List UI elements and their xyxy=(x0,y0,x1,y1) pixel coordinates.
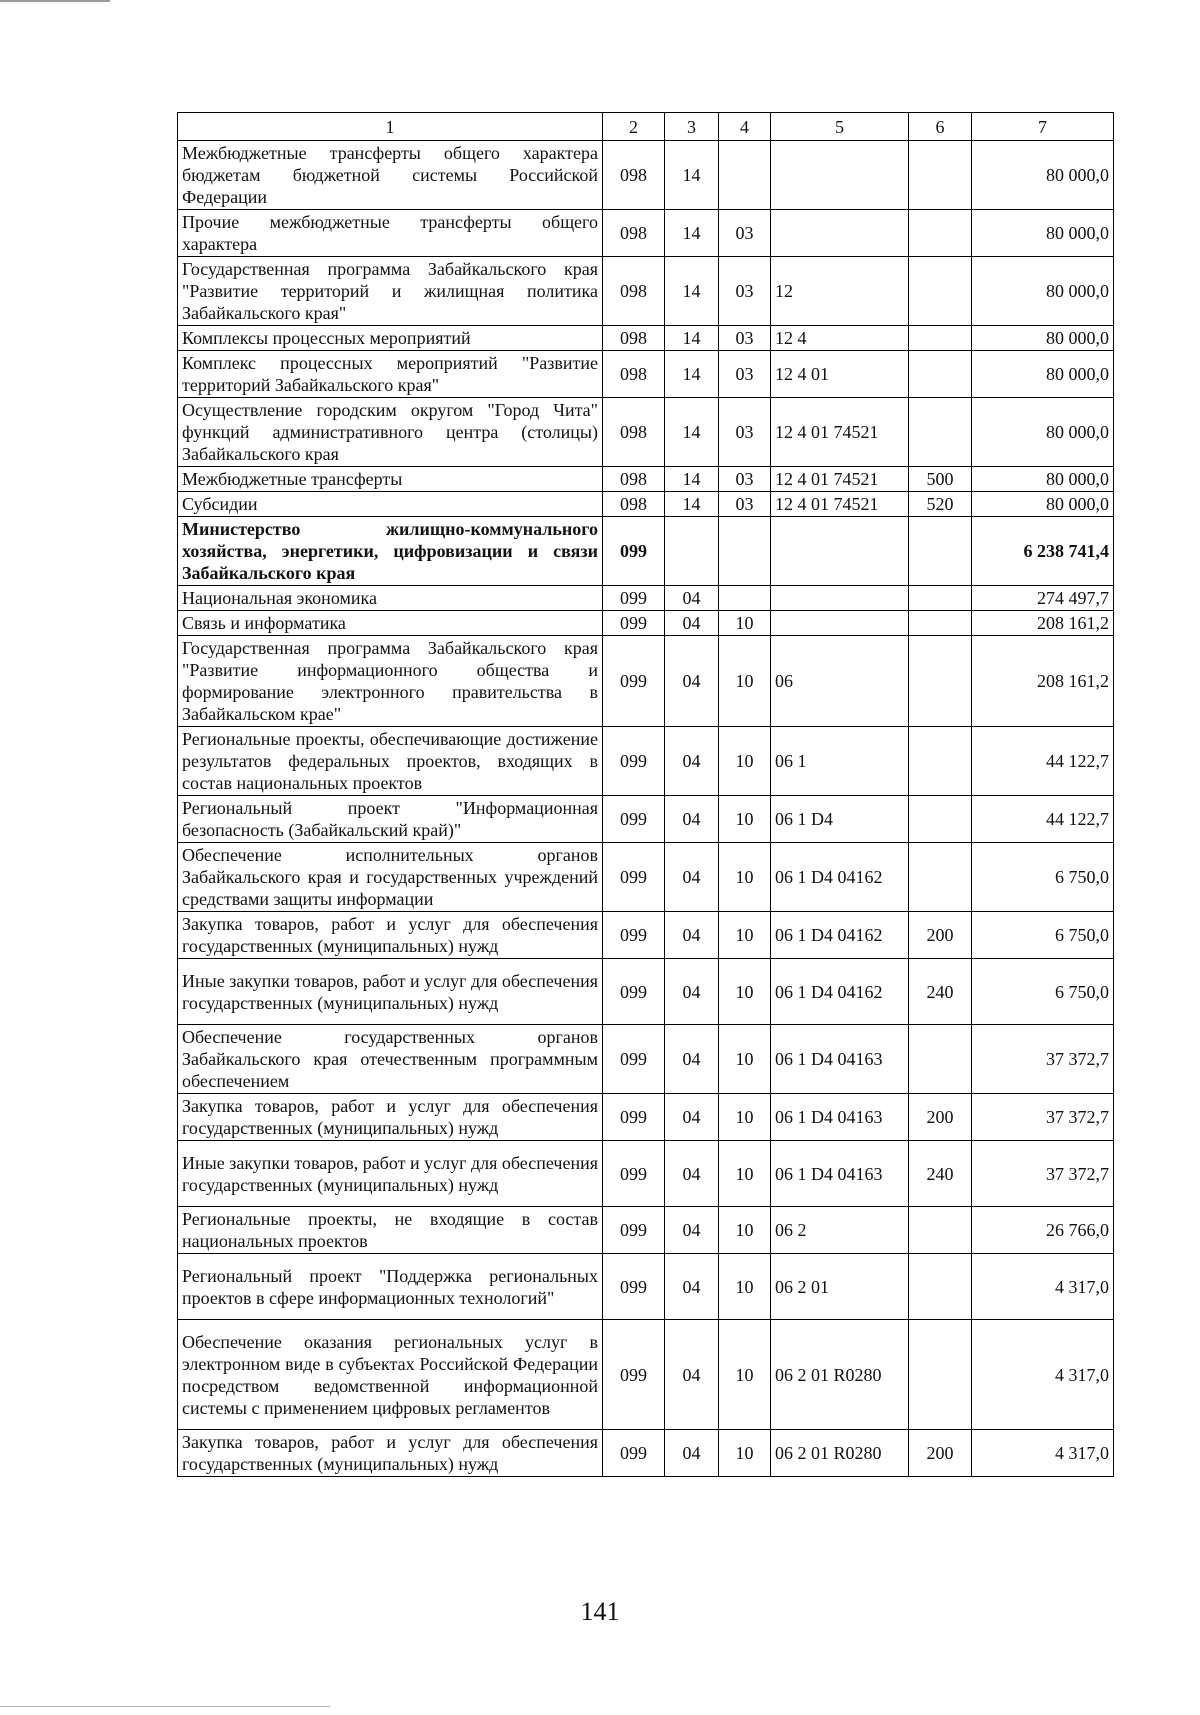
table-row xyxy=(178,1320,1114,1430)
cell-ved: 098 xyxy=(603,492,665,517)
cell-csr: 06 2 01 R0280 xyxy=(771,1430,909,1477)
table-row xyxy=(178,959,1114,1025)
table-row xyxy=(178,843,1114,912)
cell-ved: 098 xyxy=(603,351,665,398)
cell-vr xyxy=(909,398,972,467)
cell-rz: 04 xyxy=(665,727,719,796)
cell-rz: 04 xyxy=(665,1207,719,1254)
cell-sum: 80 000,0 xyxy=(972,326,1114,351)
cell-csr xyxy=(771,517,909,586)
cell-ved: 098 xyxy=(603,326,665,351)
cell-pr: 03 xyxy=(719,492,771,517)
cell-sum: 6 238 741,4 xyxy=(972,517,1114,586)
cell-pr: 03 xyxy=(719,257,771,326)
table-row xyxy=(178,398,1114,467)
cell-sum: 80 000,0 xyxy=(972,398,1114,467)
cell-name: Закупка товаров, работ и услуг для обеспечения государственных (муниципальных) нужд xyxy=(178,912,603,959)
cell-pr: 10 xyxy=(719,1320,771,1430)
cell-ved: 099 xyxy=(603,1207,665,1254)
cell-sum: 274 497,7 xyxy=(972,586,1114,611)
budget-table xyxy=(177,112,1114,1477)
cell-ved: 099 xyxy=(603,517,665,586)
cell-name: Региональные проекты, не входящие в состав национальных проектов xyxy=(178,1207,603,1254)
cell-csr xyxy=(771,210,909,257)
cell-name: Межбюджетные трансферты xyxy=(178,467,603,492)
cell-name: Министерство жилищно-коммунального хозяйства, энергетики, цифровизации и связи Забайкальского края xyxy=(178,517,603,586)
table-row xyxy=(178,517,1114,586)
cell-csr xyxy=(771,141,909,210)
cell-name: Региональные проекты, обеспечивающие достижение результатов федеральных проектов, входящих в состав национальных проектов xyxy=(178,727,603,796)
table-row xyxy=(178,257,1114,326)
table-row xyxy=(178,1207,1114,1254)
cell-rz: 14 xyxy=(665,141,719,210)
cell-vr xyxy=(909,210,972,257)
top-scan-line xyxy=(0,0,110,2)
cell-ved: 098 xyxy=(603,141,665,210)
cell-ved: 099 xyxy=(603,796,665,843)
cell-name: Иные закупки товаров, работ и услуг для обеспечения государственных (муниципальных) нужд xyxy=(178,959,603,1025)
cell-csr: 12 4 01 74521 xyxy=(771,398,909,467)
cell-sum: 37 372,7 xyxy=(972,1094,1114,1141)
cell-name: Национальная экономика xyxy=(178,586,603,611)
cell-csr: 12 xyxy=(771,257,909,326)
cell-rz: 04 xyxy=(665,1430,719,1477)
cell-sum: 4 317,0 xyxy=(972,1254,1114,1320)
cell-pr: 10 xyxy=(719,1430,771,1477)
cell-name: Иные закупки товаров, работ и услуг для обеспечения государственных (муниципальных) нужд xyxy=(178,1141,603,1207)
cell-ved: 099 xyxy=(603,1141,665,1207)
cell-rz xyxy=(665,517,719,586)
cell-vr: 240 xyxy=(909,959,972,1025)
cell-ved: 099 xyxy=(603,586,665,611)
cell-sum: 4 317,0 xyxy=(972,1320,1114,1430)
cell-vr: 500 xyxy=(909,467,972,492)
cell-vr xyxy=(909,796,972,843)
cell-ved: 098 xyxy=(603,257,665,326)
table-row xyxy=(178,141,1114,210)
cell-csr: 06 1 D4 04162 xyxy=(771,959,909,1025)
cell-csr: 06 1 D4 04163 xyxy=(771,1025,909,1094)
cell-rz: 14 xyxy=(665,351,719,398)
cell-name: Закупка товаров, работ и услуг для обеспечения государственных (муниципальных) нужд xyxy=(178,1430,603,1477)
cell-rz: 14 xyxy=(665,210,719,257)
table-row xyxy=(178,796,1114,843)
cell-pr: 10 xyxy=(719,1207,771,1254)
cell-csr: 12 4 01 74521 xyxy=(771,467,909,492)
cell-csr: 12 4 xyxy=(771,326,909,351)
cell-vr xyxy=(909,1207,972,1254)
cell-vr xyxy=(909,257,972,326)
cell-name: Государственная программа Забайкальского края "Развитие территорий и жилищная политика Забайкальского края" xyxy=(178,257,603,326)
cell-vr xyxy=(909,586,972,611)
cell-rz: 04 xyxy=(665,636,719,727)
cell-csr: 06 2 01 R0280 xyxy=(771,1320,909,1430)
cell-sum: 37 372,7 xyxy=(972,1025,1114,1094)
cell-vr: 520 xyxy=(909,492,972,517)
cell-sum: 80 000,0 xyxy=(972,257,1114,326)
table-row xyxy=(178,611,1114,636)
cell-sum: 44 122,7 xyxy=(972,796,1114,843)
cell-pr: 10 xyxy=(719,727,771,796)
table-row xyxy=(178,1430,1114,1477)
cell-pr: 10 xyxy=(719,1141,771,1207)
cell-name: Закупка товаров, работ и услуг для обеспечения государственных (муниципальных) нужд xyxy=(178,1094,603,1141)
cell-csr: 12 4 01 74521 xyxy=(771,492,909,517)
cell-sum: 26 766,0 xyxy=(972,1207,1114,1254)
cell-sum: 4 317,0 xyxy=(972,1430,1114,1477)
cell-pr: 10 xyxy=(719,796,771,843)
cell-name: Обеспечение оказания региональных услуг в электронном виде в субъектах Российской Федерации посредством ведомственной информационной системы с применением цифровых регламентов xyxy=(178,1320,603,1430)
cell-pr: 03 xyxy=(719,398,771,467)
cell-rz: 04 xyxy=(665,959,719,1025)
cell-vr xyxy=(909,517,972,586)
cell-vr xyxy=(909,636,972,727)
cell-pr: 10 xyxy=(719,1025,771,1094)
cell-vr: 200 xyxy=(909,1430,972,1477)
cell-pr xyxy=(719,586,771,611)
cell-ved: 099 xyxy=(603,1025,665,1094)
cell-rz: 04 xyxy=(665,843,719,912)
cell-name: Обеспечение исполнительных органов Забайкальского края и государственных учреждений средствами защиты информации xyxy=(178,843,603,912)
cell-sum: 6 750,0 xyxy=(972,843,1114,912)
header-cell-6: 6 xyxy=(909,113,972,141)
cell-ved: 099 xyxy=(603,1320,665,1430)
cell-sum: 6 750,0 xyxy=(972,912,1114,959)
cell-sum: 44 122,7 xyxy=(972,727,1114,796)
cell-csr: 06 1 D4 04163 xyxy=(771,1141,909,1207)
cell-ved: 099 xyxy=(603,1094,665,1141)
cell-pr: 10 xyxy=(719,636,771,727)
cell-sum: 6 750,0 xyxy=(972,959,1114,1025)
cell-rz: 04 xyxy=(665,1320,719,1430)
cell-name: Комплекс процессных мероприятий "Развитие территорий Забайкальского края" xyxy=(178,351,603,398)
cell-name: Региональный проект "Поддержка региональных проектов в сфере информационных технологий" xyxy=(178,1254,603,1320)
cell-ved: 099 xyxy=(603,1430,665,1477)
table-row xyxy=(178,912,1114,959)
cell-csr: 06 2 xyxy=(771,1207,909,1254)
header-cell-4: 4 xyxy=(719,113,771,141)
cell-ved: 099 xyxy=(603,843,665,912)
cell-vr: 200 xyxy=(909,912,972,959)
cell-rz: 04 xyxy=(665,1094,719,1141)
cell-rz: 04 xyxy=(665,1025,719,1094)
cell-rz: 04 xyxy=(665,912,719,959)
cell-csr xyxy=(771,586,909,611)
cell-sum: 208 161,2 xyxy=(972,611,1114,636)
cell-name: Межбюджетные трансферты общего характера бюджетам бюджетной системы Российской Федерации xyxy=(178,141,603,210)
cell-pr: 03 xyxy=(719,210,771,257)
cell-sum: 208 161,2 xyxy=(972,636,1114,727)
cell-csr: 06 1 D4 04163 xyxy=(771,1094,909,1141)
cell-csr: 12 4 01 xyxy=(771,351,909,398)
cell-name: Связь и информатика xyxy=(178,611,603,636)
cell-ved: 099 xyxy=(603,912,665,959)
cell-name: Обеспечение государственных органов Забайкальского края отечественным программным обеспечением xyxy=(178,1025,603,1094)
cell-sum: 37 372,7 xyxy=(972,1141,1114,1207)
cell-csr: 06 1 D4 xyxy=(771,796,909,843)
cell-ved: 099 xyxy=(603,611,665,636)
cell-name: Комплексы процессных мероприятий xyxy=(178,326,603,351)
header-row xyxy=(178,113,1114,141)
cell-pr: 03 xyxy=(719,326,771,351)
cell-pr: 03 xyxy=(719,467,771,492)
cell-vr xyxy=(909,326,972,351)
cell-ved: 099 xyxy=(603,1254,665,1320)
cell-rz: 04 xyxy=(665,796,719,843)
cell-pr: 03 xyxy=(719,351,771,398)
bottom-scan-line xyxy=(0,1706,330,1707)
table-row xyxy=(178,586,1114,611)
cell-rz: 04 xyxy=(665,1254,719,1320)
table-row xyxy=(178,727,1114,796)
cell-ved: 099 xyxy=(603,727,665,796)
cell-pr xyxy=(719,517,771,586)
cell-pr: 10 xyxy=(719,959,771,1025)
header-cell-2: 2 xyxy=(603,113,665,141)
cell-rz: 14 xyxy=(665,257,719,326)
cell-vr: 240 xyxy=(909,1141,972,1207)
table-row xyxy=(178,1094,1114,1141)
table-row xyxy=(178,210,1114,257)
cell-vr xyxy=(909,1025,972,1094)
cell-vr xyxy=(909,1254,972,1320)
cell-sum: 80 000,0 xyxy=(972,351,1114,398)
cell-sum: 80 000,0 xyxy=(972,492,1114,517)
table-row xyxy=(178,636,1114,727)
cell-csr: 06 1 xyxy=(771,727,909,796)
cell-rz: 14 xyxy=(665,467,719,492)
cell-vr: 200 xyxy=(909,1094,972,1141)
cell-vr xyxy=(909,611,972,636)
cell-name: Государственная программа Забайкальского края "Развитие информационного общества и формирование электронного правительства в Забайкальском крае" xyxy=(178,636,603,727)
cell-sum: 80 000,0 xyxy=(972,141,1114,210)
cell-vr xyxy=(909,843,972,912)
cell-name: Осуществление городским округом "Город Чита" функций административного центра (столицы) Забайкальского края xyxy=(178,398,603,467)
cell-csr: 06 1 D4 04162 xyxy=(771,912,909,959)
page-number: 141 xyxy=(580,1597,620,1626)
cell-name: Региональный проект "Информационная безопасность (Забайкальский край)" xyxy=(178,796,603,843)
cell-ved: 098 xyxy=(603,398,665,467)
cell-pr: 10 xyxy=(719,912,771,959)
cell-csr: 06 xyxy=(771,636,909,727)
cell-ved: 099 xyxy=(603,636,665,727)
table-row xyxy=(178,1025,1114,1094)
cell-pr: 10 xyxy=(719,611,771,636)
cell-ved: 099 xyxy=(603,959,665,1025)
cell-pr: 10 xyxy=(719,1094,771,1141)
cell-vr xyxy=(909,727,972,796)
table-row xyxy=(178,1254,1114,1320)
cell-rz: 14 xyxy=(665,326,719,351)
table-row xyxy=(178,351,1114,398)
cell-name: Субсидии xyxy=(178,492,603,517)
cell-csr: 06 1 D4 04162 xyxy=(771,843,909,912)
cell-pr xyxy=(719,141,771,210)
cell-rz: 04 xyxy=(665,1141,719,1207)
header-cell-3: 3 xyxy=(665,113,719,141)
cell-ved: 098 xyxy=(603,467,665,492)
cell-vr xyxy=(909,351,972,398)
table-row xyxy=(178,1141,1114,1207)
header-cell-1: 1 xyxy=(178,113,603,141)
cell-name: Прочие межбюджетные трансферты общего характера xyxy=(178,210,603,257)
cell-vr xyxy=(909,141,972,210)
cell-rz: 14 xyxy=(665,398,719,467)
cell-rz: 04 xyxy=(665,611,719,636)
cell-rz: 04 xyxy=(665,586,719,611)
header-cell-5: 5 xyxy=(771,113,909,141)
cell-pr: 10 xyxy=(719,843,771,912)
cell-sum: 80 000,0 xyxy=(972,210,1114,257)
table-row xyxy=(178,326,1114,351)
table-row xyxy=(178,467,1114,492)
cell-ved: 098 xyxy=(603,210,665,257)
cell-csr xyxy=(771,611,909,636)
cell-pr: 10 xyxy=(719,1254,771,1320)
cell-vr xyxy=(909,1320,972,1430)
cell-csr: 06 2 01 xyxy=(771,1254,909,1320)
table-row xyxy=(178,492,1114,517)
cell-sum: 80 000,0 xyxy=(972,467,1114,492)
budget-table-body xyxy=(178,113,1114,1477)
cell-rz: 14 xyxy=(665,492,719,517)
header-cell-7: 7 xyxy=(972,113,1114,141)
